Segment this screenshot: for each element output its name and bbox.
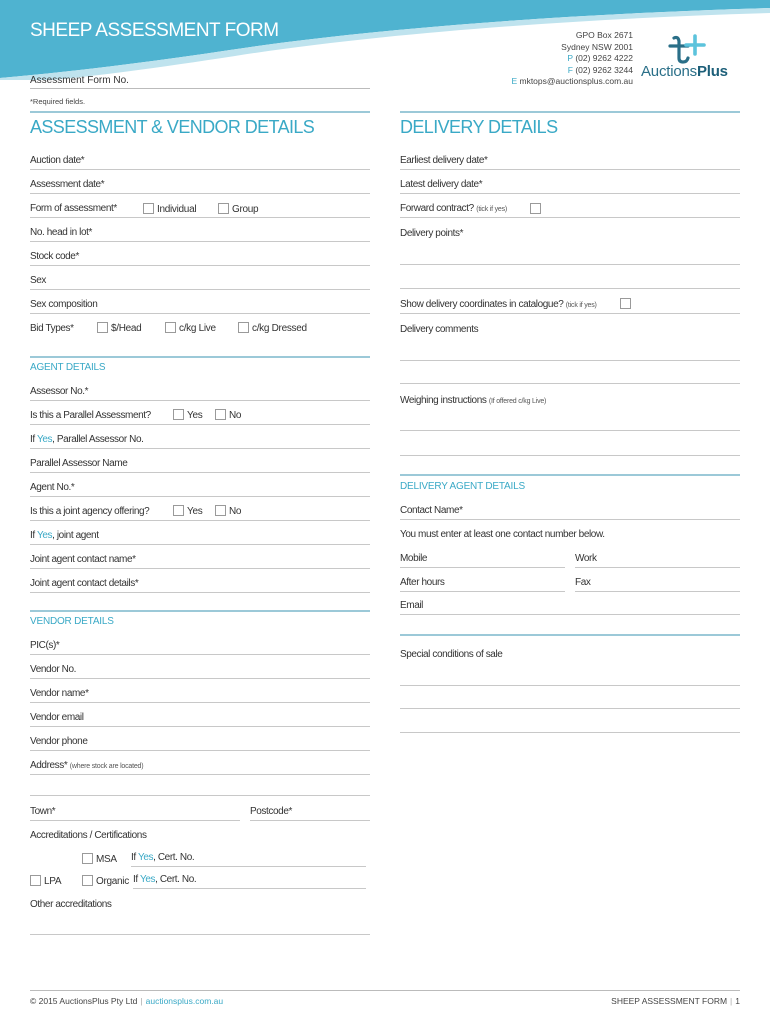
bid-head-checkbox[interactable]: [97, 322, 108, 333]
work-field[interactable]: Work: [575, 544, 740, 568]
town-field[interactable]: Town*: [30, 797, 240, 821]
footer-copyright: © 2015 AuctionsPlus Pty Ltd | auctionsplus.com.au: [30, 996, 224, 1006]
assessor-no-field[interactable]: Assessor No.*: [30, 377, 370, 401]
parallel-no-label: No: [229, 410, 242, 421]
vendor-no-field[interactable]: Vendor No.: [30, 655, 370, 679]
agent-rule: [30, 356, 370, 358]
parallel-no-checkbox[interactable]: [215, 409, 226, 420]
group-checkbox[interactable]: [218, 203, 229, 214]
organic-label: Organic: [96, 876, 129, 887]
delivery-agent-rule: [400, 474, 740, 476]
forward-contract-checkbox[interactable]: [530, 203, 541, 214]
delivery-coordinates-checkbox[interactable]: [620, 298, 631, 309]
delivery-points-line-1[interactable]: [400, 264, 740, 265]
delivery-coordinates-field: Show delivery coordinates in catalogue? (tick if yes): [400, 290, 740, 314]
bid-live-checkbox[interactable]: [165, 322, 176, 333]
required-note: *Required fields.: [30, 97, 86, 106]
joint-contact-name-field[interactable]: Joint agent contact name*: [30, 545, 370, 569]
delivery-heading: DELIVERY DETAILS: [400, 117, 558, 137]
special-conditions-line-1[interactable]: [400, 685, 740, 686]
joint-agent-field[interactable]: If Yes, joint agent: [30, 521, 370, 545]
weighing-line-2[interactable]: [400, 455, 740, 456]
parallel-yes-checkbox[interactable]: [173, 409, 184, 420]
must-enter-note: You must enter at least one contact number below.: [400, 529, 605, 540]
delivery-rule: [400, 111, 740, 113]
mobile-field[interactable]: Mobile: [400, 544, 565, 568]
weighing-instructions-field[interactable]: Weighing instructions (If offered c/kg Live): [400, 395, 547, 406]
msa-checkbox[interactable]: [82, 853, 93, 864]
city: Sydney NSW 2001: [561, 41, 633, 52]
special-conditions-line-3[interactable]: [400, 732, 740, 733]
assessment-heading: ASSESSMENT & VENDOR DETAILS: [30, 117, 315, 137]
assessment-rule: [30, 111, 370, 113]
latest-delivery-field[interactable]: Latest delivery date*: [400, 170, 740, 194]
delivery-comments-line-1[interactable]: [400, 360, 740, 361]
joint-agency-field: Is this a joint agency offering?: [30, 497, 370, 521]
email-line: E mktops@auctionsplus.com.au: [511, 76, 633, 87]
delivery-comments-line-2[interactable]: [400, 383, 740, 384]
sex-composition-field[interactable]: Sex composition: [30, 290, 370, 314]
email-field[interactable]: Email: [400, 591, 740, 615]
po-box: GPO Box 2671: [575, 30, 633, 40]
address-line-2[interactable]: [30, 795, 370, 796]
bid-live-label: c/kg Live: [179, 323, 216, 334]
joint-yes-checkbox[interactable]: [173, 505, 184, 516]
footer-rule: [30, 990, 740, 991]
joint-yes-label: Yes: [187, 506, 203, 517]
vendor-name-field[interactable]: Vendor name*: [30, 679, 370, 703]
footer-page-info: SHEEP ASSESSMENT FORM | 1: [611, 996, 740, 1006]
lpa-checkbox[interactable]: [30, 875, 41, 886]
agent-heading: AGENT DETAILS: [30, 362, 106, 373]
vendor-email-field[interactable]: Vendor email: [30, 703, 370, 727]
msa-cert-field[interactable]: If Yes, Cert. No.: [131, 843, 366, 867]
lpa-label: LPA: [44, 876, 62, 887]
joint-no-checkbox[interactable]: [215, 505, 226, 516]
phone-line: P (02) 9262 4222: [567, 53, 633, 64]
parallel-assessor-no-field[interactable]: If Yes, Parallel Assessor No.: [30, 425, 370, 449]
assessment-date-field[interactable]: Assessment date*: [30, 170, 370, 194]
bid-dressed-label: c/kg Dressed: [252, 323, 307, 334]
special-conditions-rule: [400, 634, 740, 636]
other-accreditations-field[interactable]: Other accreditations: [30, 899, 112, 910]
bid-head-label: $/Head: [111, 323, 142, 334]
pic-field[interactable]: PIC(s)*: [30, 631, 370, 655]
auction-date-field[interactable]: Auction date*: [30, 146, 370, 170]
page-number: 1: [735, 996, 740, 1006]
forward-contract-field: Forward contract? (tick if yes): [400, 194, 740, 218]
no-head-field[interactable]: No. head in lot*: [30, 218, 370, 242]
logo-text: AuctionsPlus: [641, 63, 728, 80]
delivery-points-field[interactable]: Delivery points*: [400, 228, 464, 239]
bid-dressed-checkbox[interactable]: [238, 322, 249, 333]
vendor-rule: [30, 610, 370, 612]
individual-label: Individual: [157, 204, 197, 215]
earliest-delivery-field[interactable]: Earliest delivery date*: [400, 146, 740, 170]
footer-url[interactable]: auctionsplus.com.au: [145, 996, 224, 1006]
joint-no-label: No: [229, 506, 242, 517]
delivery-comments-field[interactable]: Delivery comments: [400, 324, 479, 335]
parallel-yes-label: Yes: [187, 410, 203, 421]
weighing-line-1[interactable]: [400, 430, 740, 431]
contact-name-field[interactable]: Contact Name*: [400, 496, 740, 520]
contact-block: [511, 30, 633, 88]
accreditations-label: Accreditations / Certifications: [30, 830, 147, 841]
special-conditions-line-2[interactable]: [400, 708, 740, 709]
form-of-assessment-field: Form of assessment*: [30, 194, 370, 218]
organic-cert-field[interactable]: If Yes, Cert. No.: [133, 865, 366, 889]
vendor-phone-field[interactable]: Vendor phone: [30, 727, 370, 751]
after-hours-field[interactable]: After hours: [400, 568, 565, 592]
parallel-assessment-field: Is this a Parallel Assessment?: [30, 401, 370, 425]
individual-checkbox[interactable]: [143, 203, 154, 214]
other-accreditations-line[interactable]: [30, 934, 370, 935]
assessment-form-no-label: Assessment Form No.: [30, 75, 129, 86]
vendor-heading: VENDOR DETAILS: [30, 616, 114, 627]
agent-no-field[interactable]: Agent No.*: [30, 473, 370, 497]
fax-field[interactable]: Fax: [575, 568, 740, 592]
postcode-field[interactable]: Postcode*: [250, 797, 370, 821]
assessment-form-no-field[interactable]: [30, 88, 370, 89]
stock-code-field[interactable]: Stock code*: [30, 242, 370, 266]
joint-contact-details-field[interactable]: Joint agent contact details*: [30, 569, 370, 593]
fax-line: F (02) 9262 3244: [567, 64, 633, 75]
sex-field[interactable]: Sex: [30, 266, 370, 290]
group-label: Group: [232, 204, 259, 215]
special-conditions-field[interactable]: Special conditions of sale: [400, 649, 503, 660]
delivery-agent-heading: DELIVERY AGENT DETAILS: [400, 481, 525, 492]
address-field[interactable]: Address* (where stock are located): [30, 751, 370, 775]
form-title: SHEEP ASSESSMENT FORM: [30, 20, 279, 41]
delivery-points-line-2[interactable]: [400, 288, 740, 289]
msa-label: MSA: [96, 854, 117, 865]
parallel-assessor-name-field[interactable]: Parallel Assessor Name: [30, 449, 370, 473]
organic-checkbox[interactable]: [82, 875, 93, 886]
bid-types-field: Bid Types*: [30, 323, 74, 334]
